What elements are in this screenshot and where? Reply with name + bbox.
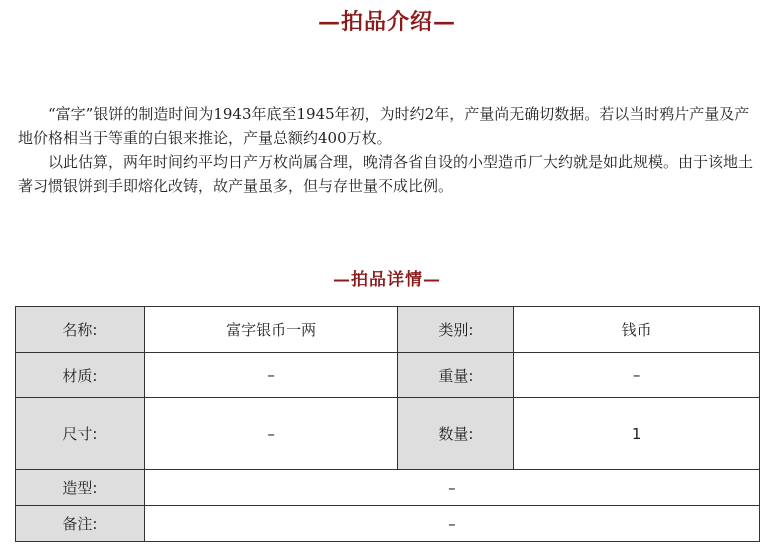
details-table [15, 306, 760, 542]
table-row [16, 398, 760, 470]
size-value: – [144, 398, 398, 470]
weight-value: – [514, 353, 760, 398]
details-title: —拍品详情— [333, 270, 441, 290]
quantity-value: 1 [514, 398, 760, 470]
table-row [16, 307, 760, 353]
weight-label: 重量: [398, 353, 514, 398]
shape-label: 造型: [16, 470, 145, 506]
size-label: 尺寸: [16, 398, 145, 470]
category-label: 类别: [398, 307, 514, 353]
quantity-label: 数量: [398, 398, 514, 470]
shape-value: – [144, 470, 759, 506]
material-value: – [144, 353, 398, 398]
remark-label: 备注: [16, 506, 145, 542]
remark-value: – [144, 506, 759, 542]
intro-text [18, 102, 758, 198]
table-row [16, 506, 760, 542]
name-value: 富字银币一两 [144, 307, 398, 353]
intro-paragraph: 以此估算，两年时间约平均日产万枚尚属合理，晚清各省自设的小型造币厂大约就是如此规模。由于该地土著习惯银饼到手即熔化改铸，故产量虽多，但与存世量不成比例。 [18, 153, 754, 195]
table-row [16, 353, 760, 398]
intro-paragraph: “富字”银饼的制造时间为1943年底至1945年初，为时约2年，产量尚无确切数据。若以当时鸦片产量及产地价格相当于等重的白银来推论，产量总额约400万枚。 [18, 105, 750, 147]
table-row [16, 470, 760, 506]
material-label: 材质: [16, 353, 145, 398]
category-value: 钱币 [514, 307, 760, 353]
intro-title: —拍品介绍— [317, 9, 456, 35]
name-label: 名称: [16, 307, 145, 353]
